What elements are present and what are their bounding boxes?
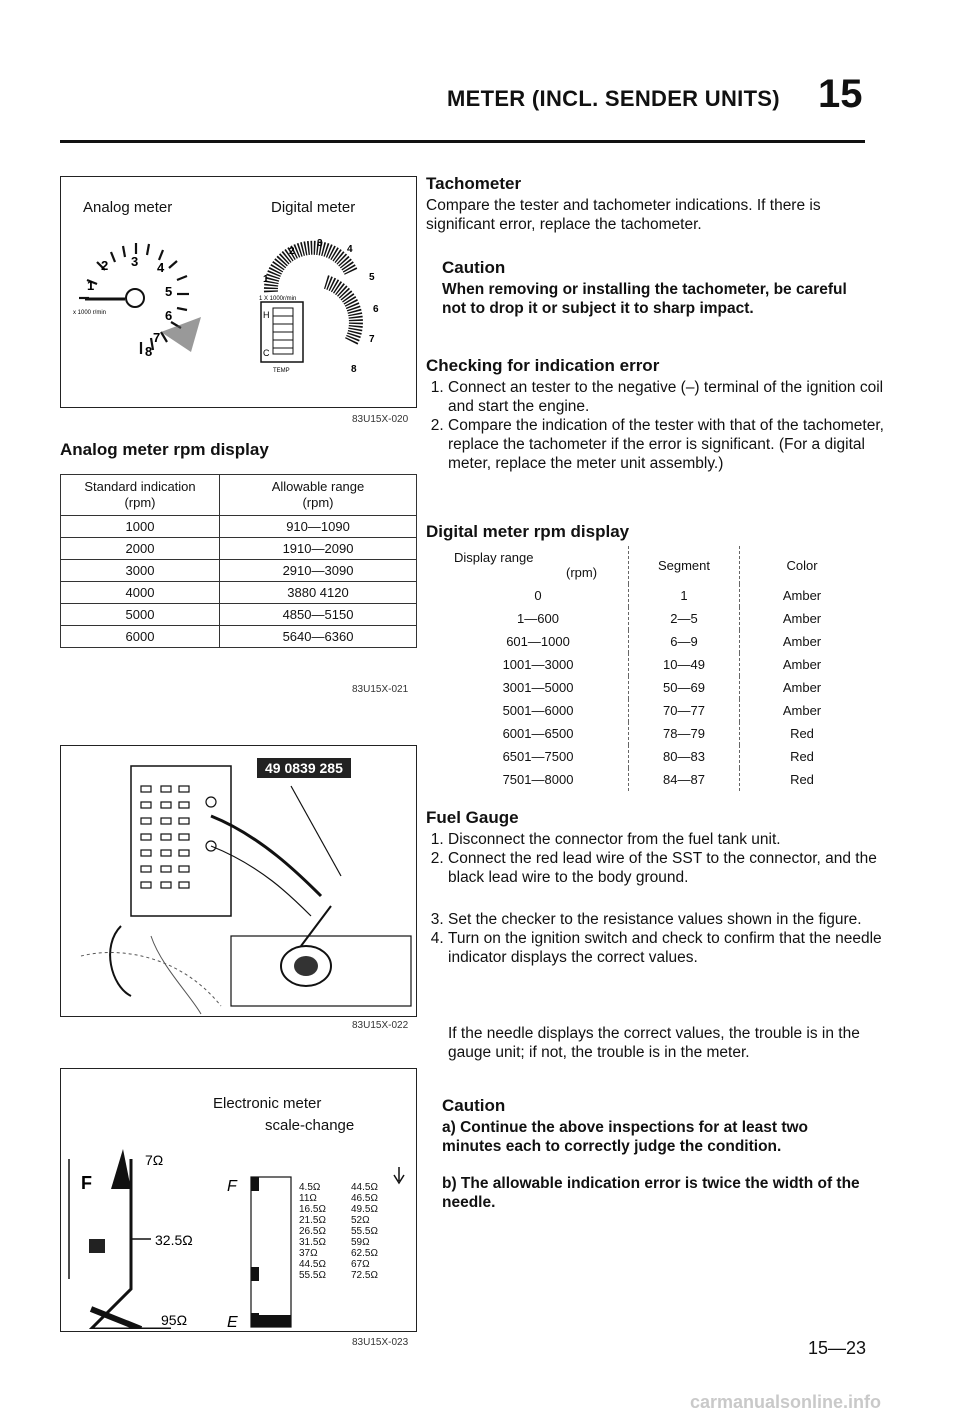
- col-header-line: Allowable range: [271, 479, 365, 494]
- resistance-value: 49.5Ω: [351, 1204, 378, 1215]
- digital-digit: 8: [351, 364, 357, 375]
- header-rule: [60, 140, 865, 143]
- resistance-value: 21.5Ω: [299, 1215, 326, 1226]
- list-item: 2. Connect the red lead wire of the SST to the connector, and the black lead wire to the body ground.: [448, 849, 890, 887]
- gauge-value: 7Ω: [145, 1152, 164, 1168]
- table-cell: 5000: [61, 604, 220, 626]
- table-cell: Red: [790, 726, 814, 741]
- col-header: [220, 475, 417, 516]
- table-cell: Red: [790, 772, 814, 787]
- list-item: 2. Compare the indication of the tester with that of the tachometer, replace the tachometer if the error is significant. (For a digital meter, replace the meter unit assembly.): [448, 416, 890, 473]
- resistance-value: 37Ω: [299, 1248, 318, 1259]
- table-row: [448, 768, 864, 791]
- digital-digit: 5: [369, 272, 375, 283]
- resistance-row: [299, 1204, 414, 1215]
- resistance-value: 31.5Ω: [299, 1237, 326, 1248]
- table-row: [448, 676, 864, 699]
- fuel-gauge-steps-a: [426, 830, 890, 887]
- col-header: [61, 475, 220, 516]
- resistance-value: 44.5Ω: [299, 1259, 326, 1270]
- table-cell: 0: [448, 584, 629, 607]
- header-title: METER (INCL. SENDER UNITS): [447, 86, 780, 111]
- resistance-row: [299, 1193, 414, 1204]
- col-header-line: (rpm): [302, 495, 334, 510]
- fuel-caution-title: Caution: [442, 1096, 506, 1115]
- analog-digit: 3: [131, 254, 139, 269]
- table-row: [61, 538, 417, 560]
- col-header: [448, 546, 629, 584]
- table-row: [448, 699, 864, 722]
- table-cell: 1001—3000: [448, 653, 629, 676]
- digital-digit: 3: [317, 238, 323, 249]
- resistance-row: [299, 1215, 414, 1226]
- tachometer-heading: Tachometer: [426, 174, 522, 193]
- resistance-value: 67Ω: [351, 1259, 370, 1270]
- table-cell: 6—9: [629, 630, 740, 653]
- resistance-value: 72.5Ω: [351, 1270, 378, 1281]
- analog-digit: 7: [153, 330, 161, 345]
- resistance-value: 52Ω: [351, 1215, 370, 1226]
- analog-digit: 4: [157, 260, 165, 275]
- watermark: carmanualsonline.info: [690, 1392, 882, 1412]
- list-item: 1. Disconnect the connector from the fuel tank unit.: [448, 830, 890, 849]
- fuel-needle-icon: [111, 1149, 131, 1189]
- table-cell: 84—87: [629, 768, 740, 791]
- figure-sst-tester: [60, 745, 417, 1017]
- resistance-value: 26.5Ω: [299, 1226, 326, 1237]
- gauge-value: 95Ω: [161, 1312, 188, 1328]
- table-cell: Amber: [782, 703, 822, 718]
- resistance-row: [299, 1270, 414, 1281]
- digital-rpm-heading: Digital meter rpm display: [426, 522, 630, 541]
- digital-rpm-table: [448, 546, 864, 791]
- tester-body-icon: [131, 766, 231, 916]
- resistance-value: 16.5Ω: [299, 1204, 326, 1215]
- resistance-row: [299, 1226, 414, 1237]
- resistance-value: 11Ω: [299, 1193, 317, 1204]
- table-cell: 10—49: [629, 653, 740, 676]
- digital-digit: 7: [369, 334, 375, 345]
- tachometer-caution-title: Caution: [442, 258, 506, 277]
- table-cell: 2910—3090: [220, 560, 417, 582]
- table-cell: 6501—7500: [448, 745, 629, 768]
- table-row: [61, 516, 417, 538]
- section-number: 15: [818, 72, 863, 116]
- table-cell: 3000: [61, 560, 220, 582]
- resistance-list: [299, 1182, 414, 1281]
- electronic-meter-title: Electronic meter: [213, 1095, 322, 1112]
- table-cell: 3880 4120: [220, 582, 417, 604]
- figure-id: 83U15X-021: [352, 684, 409, 695]
- resistance-value: 62.5Ω: [351, 1248, 378, 1259]
- tachometer-caution-text: When removing or installing the tachometer, be careful not to drop it or subject it to sharp impact.: [442, 281, 847, 317]
- temp-label: TEMP: [273, 368, 290, 374]
- fuel-gauge-note: If the needle displays the correct values, the trouble is in the gauge unit; if not, the trouble is in the meter.: [448, 1025, 860, 1061]
- list-item: 1. Connect an tester to the negative (–) terminal of the ignition coil and start the engine.: [448, 378, 890, 416]
- digital-digit: 2: [289, 246, 295, 257]
- page-number: 15—23: [808, 1338, 867, 1358]
- gauge-h-label: H: [263, 310, 270, 320]
- resistance-row: [299, 1182, 414, 1193]
- table-cell: 1: [629, 584, 740, 607]
- table-cell: 50—69: [629, 676, 740, 699]
- fuel-gauge-heading: Fuel Gauge: [426, 808, 519, 827]
- resistance-row: [299, 1237, 414, 1248]
- fuel-pump-icon: [89, 1239, 105, 1253]
- table-row: [61, 604, 417, 626]
- table-row: [448, 630, 864, 653]
- list-item: 4. Turn on the ignition switch and check to confirm that the needle indicator displays the correct values.: [448, 929, 890, 967]
- table-cell: Amber: [782, 657, 822, 672]
- gauge-c-label: C: [263, 348, 270, 358]
- table-cell: 6001—6500: [448, 722, 629, 745]
- list-item: 3. Set the checker to the resistance values shown in the figure.: [448, 910, 890, 929]
- meter-illustration: [61, 232, 415, 392]
- table-cell: Amber: [782, 588, 822, 603]
- analog-digit: 6: [165, 308, 173, 323]
- digital-meter-icon: [261, 248, 356, 362]
- analog-digit: 5: [165, 284, 173, 299]
- analog-unit-label: x 1000 r/min: [73, 310, 107, 316]
- table-row: [448, 607, 864, 630]
- table-cell: 2—5: [629, 607, 740, 630]
- tester-illustration: [61, 746, 415, 1016]
- table-cell: 6000: [61, 626, 220, 648]
- col-header-line: (rpm): [124, 495, 156, 510]
- resistance-value: 4.5Ω: [299, 1182, 321, 1193]
- analog-digit: 2: [101, 258, 109, 273]
- col-header: Segment: [629, 546, 740, 584]
- table-cell: 3001—5000: [448, 676, 629, 699]
- table-cell: 601—1000: [448, 630, 629, 653]
- table-cell: 4850—5150: [220, 604, 417, 626]
- figure-id: 83U15X-020: [352, 414, 409, 425]
- label-digital-meter: Digital meter: [271, 199, 356, 216]
- table-row: [448, 584, 864, 607]
- arrow-down-icon: [394, 1167, 404, 1183]
- digital-unit-label: 1 X 1000r/min: [259, 296, 297, 302]
- resistance-value: 44.5Ω: [351, 1182, 378, 1193]
- digital-digit: 1: [263, 274, 269, 285]
- scale-e-label: E: [227, 1314, 238, 1329]
- table-cell: 1—600: [448, 607, 629, 630]
- checking-heading: Checking for indication error: [426, 356, 660, 375]
- analog-digit: 1: [87, 278, 95, 293]
- figure-fuel-gauge: [60, 1068, 417, 1332]
- table-row: [61, 626, 417, 648]
- table-row: [61, 560, 417, 582]
- digital-digit: 4: [347, 244, 353, 255]
- checking-steps: [426, 378, 890, 473]
- resistance-value: 46.5Ω: [351, 1193, 378, 1204]
- resistance-value: 59Ω: [351, 1237, 370, 1248]
- table-cell: 1910—2090: [220, 538, 417, 560]
- label-analog-meter: Analog meter: [83, 199, 173, 216]
- resistance-value: 55.5Ω: [351, 1226, 378, 1237]
- fuel-caution-item: a) Continue the above inspections for at least two minutes each to correctly judge the condition.: [442, 1119, 809, 1155]
- table-row: [61, 582, 417, 604]
- table-row: [448, 745, 864, 768]
- fuel-gauge-steps-b: [426, 910, 890, 967]
- table-cell: 78—79: [629, 722, 740, 745]
- table-cell: 910—1090: [220, 516, 417, 538]
- resistance-value: 55.5Ω: [299, 1270, 326, 1281]
- table-cell: 2000: [61, 538, 220, 560]
- table-cell: 4000: [61, 582, 220, 604]
- digital-digit: 6: [373, 304, 379, 315]
- table-cell: 1000: [61, 516, 220, 538]
- figure-id: 83U15X-022: [352, 1020, 409, 1031]
- fuel-caution-item: b) The allowable indication error is twice the width of the needle.: [442, 1175, 860, 1211]
- analog-rpm-heading: Analog meter rpm display: [60, 440, 269, 459]
- scale-f-label: F: [227, 1178, 237, 1195]
- analog-digit: 8: [145, 344, 153, 359]
- col-header: Color: [786, 557, 818, 573]
- scale-change-label: scale-change: [265, 1117, 355, 1134]
- gauge-value: 32.5Ω: [155, 1232, 193, 1248]
- analog-rpm-table: [60, 474, 417, 648]
- table-cell: 70—77: [629, 699, 740, 722]
- table-cell: 5640—6360: [220, 626, 417, 648]
- table-cell: Red: [790, 749, 814, 764]
- table-row: [448, 653, 864, 676]
- table-cell: 7501—8000: [448, 768, 629, 791]
- table-cell: Amber: [782, 611, 822, 626]
- figure-meter-types: [60, 176, 417, 408]
- resistance-row: [299, 1248, 414, 1259]
- table-cell: 5001—6000: [448, 699, 629, 722]
- resistance-row: [299, 1259, 414, 1270]
- col-header-line: Standard indication: [84, 479, 196, 494]
- col-header-line: Display range: [454, 550, 534, 565]
- tachometer-text: Compare the tester and tachometer indications. If there is significant error, replace the tachometer.: [426, 197, 821, 233]
- table-cell: Amber: [782, 634, 822, 649]
- table-row: [448, 722, 864, 745]
- col-header-line: (rpm): [566, 565, 598, 580]
- table-cell: Amber: [782, 680, 822, 695]
- gauge-f-letter: F: [81, 1173, 92, 1193]
- figure-id: 83U15X-023: [352, 1337, 409, 1348]
- table-cell: 80—83: [629, 745, 740, 768]
- sst-number-badge: 49 0839 285: [257, 758, 351, 778]
